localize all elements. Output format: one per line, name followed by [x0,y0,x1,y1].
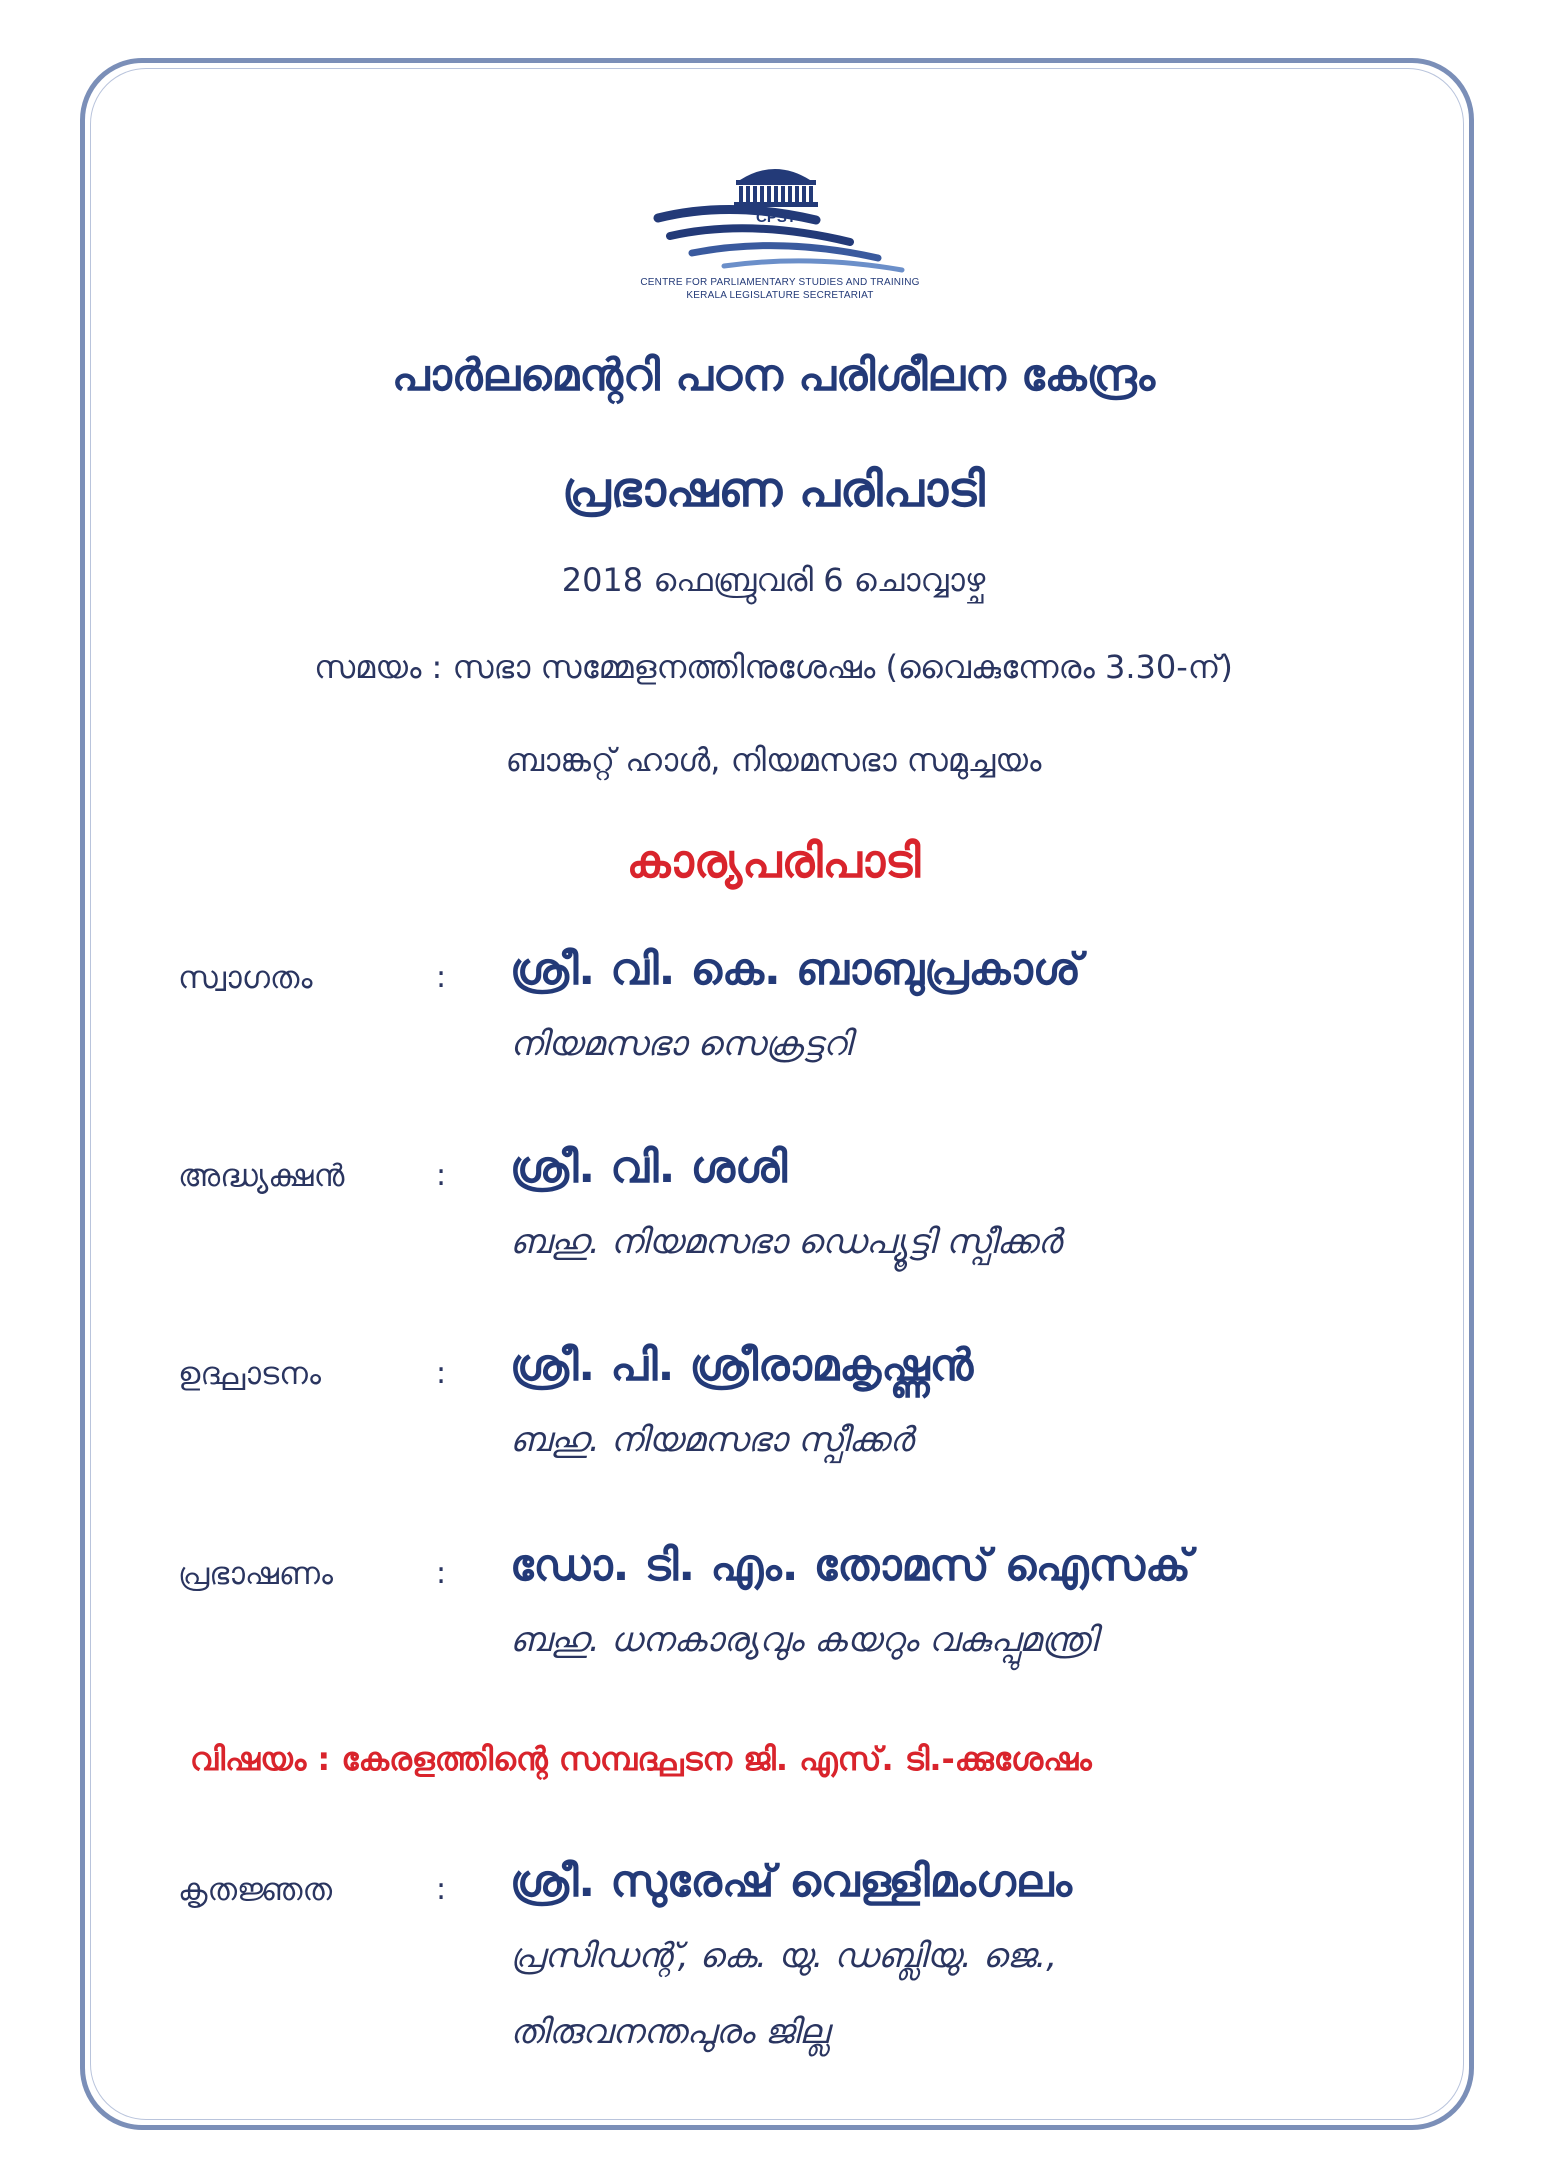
event-venue: ബാങ്കറ്റ് ഹാൾ, നിയമസഭാ സമുച്ചയം [505,741,1042,779]
speaker-name: ശ്രീ. വി. ശശി [510,1142,788,1193]
speaker-name: ശ്രീ. സുരേഷ് വെള്ളിമംഗലം [510,1856,1072,1907]
speaker-name: ശ്രീ. പി. ശ്രീരാമകൃഷ്ണൻ [510,1340,974,1391]
role-presiding: അദ്ധ്യക്ഷൻ [178,1158,345,1194]
programme-heading: കാര്യപരിപാടി [626,834,921,888]
role-separator: : [436,1872,447,1907]
event-title: പ്രഭാഷണ പരിപാടി [562,462,985,518]
speaker-designation: പ്രസിഡന്റ്, കെ. യു. ഡബ്ലിയു. ജെ., [510,1936,1058,1976]
speaker-designation: ബഹു. നിയമസഭാ സ്പീക്കർ [510,1420,914,1460]
speaker-name: ശ്രീ. വി. കെ. ബാബുപ്രകാശ് [510,944,1082,995]
speaker-name: ഡോ. ടി. എം. തോമസ് ഐസക് [510,1540,1191,1591]
organisation-title: പാർലമെന്ററി പഠന പരിശീലന കേന്ദ്രം [391,350,1156,401]
speaker-designation-line2: തിരുവനന്തപുരം ജില്ല [510,2012,829,2052]
role-vote-of-thanks: കൃതജ്ഞത [178,1872,333,1908]
role-separator: : [436,1556,447,1591]
lecture-subject: വിഷയം : കേരളത്തിന്റെ സമ്പദ്ഘടന ജി. എസ്. ടി.-ക്കുശേഷം [190,1740,1092,1778]
role-inauguration: ഉദ്ഘാടനം [178,1356,321,1392]
building-icon [734,169,818,207]
event-time: സമയം : സഭാ സമ്മേളനത്തിനുശേഷം (വൈകുന്നേരം 3.30-ന്) [314,648,1233,686]
speaker-designation: നിയമസഭാ സെക്രട്ടറി [510,1024,852,1064]
role-lecture: പ്രഭാഷണം [178,1556,334,1592]
speaker-designation: ബഹു. ധനകാര്യവും കയറും വകുപ്പുമന്ത്രി [510,1620,1097,1660]
event-date: 2018 ഫെബ്രുവരി 6 ചൊവ്വാഴ്ച [561,561,986,599]
role-welcome: സ്വാഗതം [178,960,313,996]
speaker-designation: ബഹു. നിയമസഭാ ഡെപ്യൂട്ടി സ്പീക്കർ [510,1222,1062,1262]
role-separator: : [436,1158,447,1193]
logo-caption-line1: CENTRE FOR PARLIAMENTARY STUDIES AND TRAINING [640,277,920,288]
role-separator: : [436,960,447,995]
logo-caption-line2: KERALA LEGISLATURE SECRETARIAT [686,290,874,301]
logo-abbrev: CPST [755,209,797,226]
role-separator: : [436,1356,447,1391]
logo-caption [620,276,940,302]
